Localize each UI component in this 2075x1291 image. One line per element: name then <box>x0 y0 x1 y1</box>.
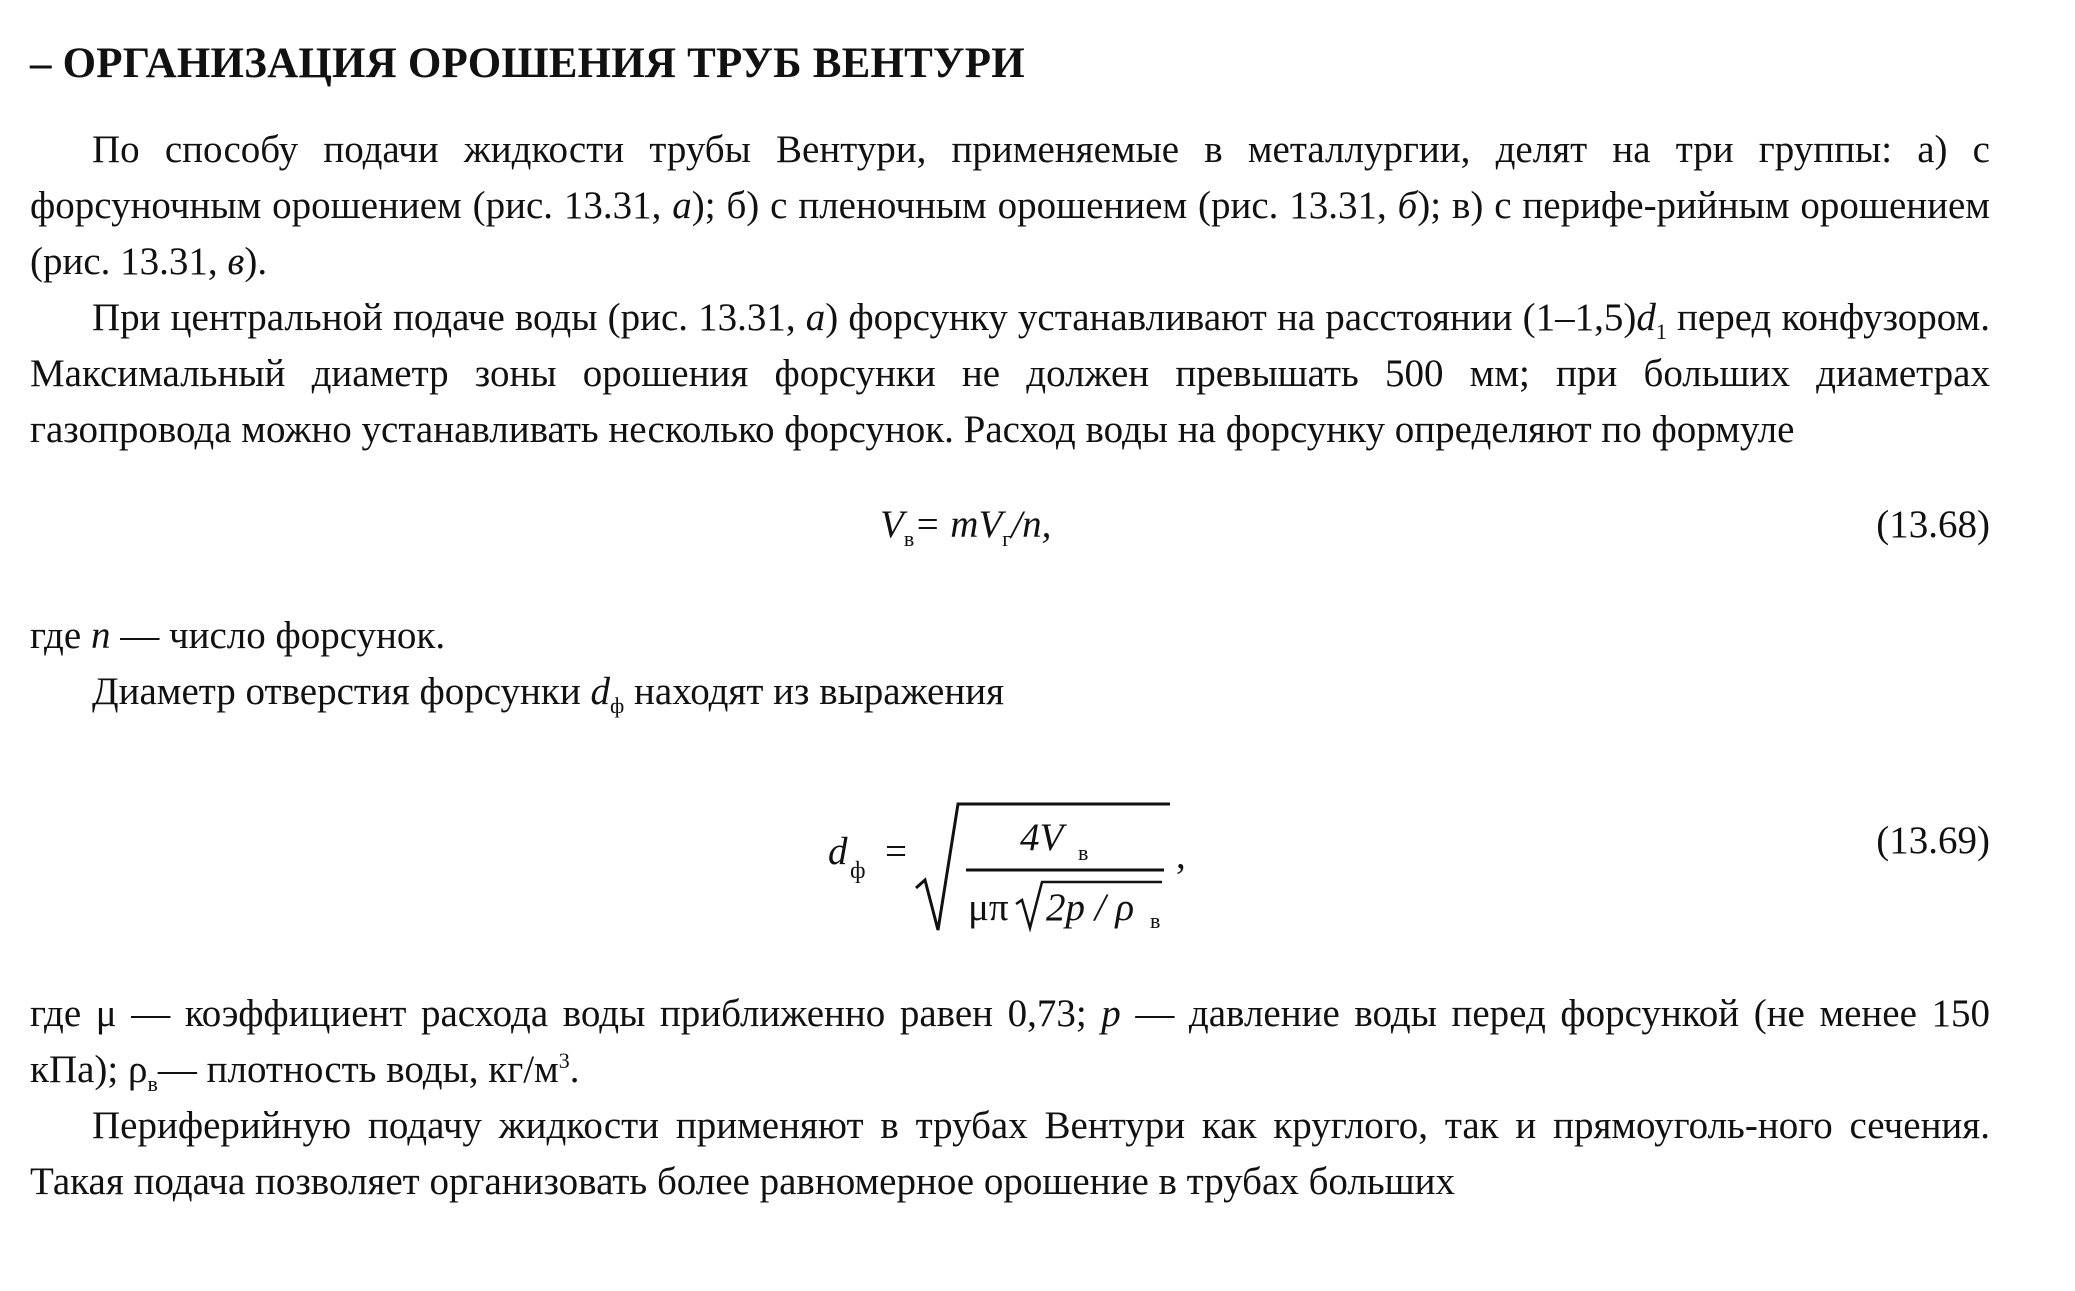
equation-13-69 <box>30 756 1990 946</box>
p3-n: n <box>90 614 111 657</box>
p4-sub-f: ф <box>610 693 625 718</box>
p1-italic-b: б <box>1397 184 1418 227</box>
p1-italic-a: а <box>672 184 692 227</box>
p2-text3: перед конфузором. Максимальный диаметр зоны орошения форсунки не должен превышать 500 мм; при больших диаметрах газопровода можно устанавливать несколько форсунок. Расход воды на форсунку определяют по формуле <box>30 296 1990 451</box>
equation-13-69-number: (13.69) <box>1876 819 1990 862</box>
eq2-lhs-sub: ф <box>850 858 866 884</box>
eq2-den-mu-pi: μπ <box>968 886 1009 929</box>
p1-text3: ); в) с перифе-рийным орошением (рис. 13.31, <box>30 184 1990 283</box>
p5-p: p <box>1101 992 1121 1035</box>
equation-13-68 <box>30 484 1990 582</box>
eq2-numerator-sub: в <box>1078 840 1089 865</box>
p5-text4: . <box>569 1048 580 1091</box>
eq2-den-inner: 2p / ρ <box>1046 886 1135 929</box>
eq1-sub-v: в <box>903 526 915 551</box>
p3-text1: где <box>30 614 91 657</box>
eq2-lhs: d <box>828 830 848 873</box>
paragraph-where-mu <box>30 986 1990 1098</box>
p1-text1: По способу подачи жидкости трубы Вентури, применяемые в металлургии, делят на три группы: а) с форсуночным орошением (рис. 13.31, <box>30 128 1990 227</box>
paragraph-groups <box>30 122 1990 290</box>
eq1-V2: V <box>978 503 1003 546</box>
equation-13-69-graphic <box>790 756 1210 946</box>
eq1-tail: /n, <box>1011 503 1052 546</box>
p5-rho-sub: в <box>147 1071 158 1096</box>
paragraph-where-n <box>30 608 1990 664</box>
section-heading: – ОРГАНИЗАЦИЯ ОРОШЕНИЯ ТРУБ ВЕНТУРИ <box>30 40 1025 87</box>
paragraph-central-feed <box>30 290 1990 458</box>
p5-sup: 3 <box>558 1048 570 1073</box>
eq2-comma: , <box>1176 834 1186 877</box>
p2-italic-a: а <box>805 296 826 339</box>
p4-text2: находят из выражения <box>624 670 1005 713</box>
p4-d: d <box>590 670 610 713</box>
p4-text1: Диаметр отверстия форсунки <box>92 670 591 713</box>
document-page <box>30 28 1990 1210</box>
p5-text2: — давление воды перед форсункой (не менее 150 кПа); ρ <box>30 992 1990 1091</box>
eq1-sub-g: г <box>1002 526 1012 551</box>
eq2-den-sub: в <box>1150 908 1161 933</box>
p2-text2: ) форсунку устанавливают на расстоянии (1–1,5) <box>825 296 1637 339</box>
p1-text4: ). <box>244 240 268 283</box>
p5-text1: где μ — коэффициент расхода воды приближенно равен 0,73; <box>30 992 1102 1035</box>
equation-13-68-expression <box>880 502 1052 551</box>
p5-text3: — плотность воды, кг/м <box>157 1048 559 1091</box>
eq2-numerator: 4V <box>1020 816 1064 859</box>
p2-text1: При центральной подаче воды (рис. 13.31, <box>92 296 806 339</box>
paragraph-peripheral-feed <box>30 1098 1990 1210</box>
eq1-mid: = m <box>914 503 979 546</box>
paragraph-nozzle-diameter <box>30 664 1990 720</box>
p1-italic-v: в <box>227 240 245 283</box>
p2-d-sub: 1 <box>1655 319 1667 344</box>
p2-d: d <box>1636 296 1656 339</box>
p1-text2: ); б) с пленочным орошением (рис. 13.31, <box>691 184 1398 227</box>
p3-text2: — число форсунок. <box>110 614 446 657</box>
p6-text: Периферийную подачу жидкости применяют в трубах Вентури как круглого, так и прямоуголь-ного сечения. Такая подача позволяет организовать более равномерное орошение в трубах больших <box>30 1104 1990 1203</box>
equation-13-68-number: (13.68) <box>1876 503 1990 546</box>
eq1-V: V <box>880 503 904 546</box>
eq2-equals: = <box>885 830 907 873</box>
